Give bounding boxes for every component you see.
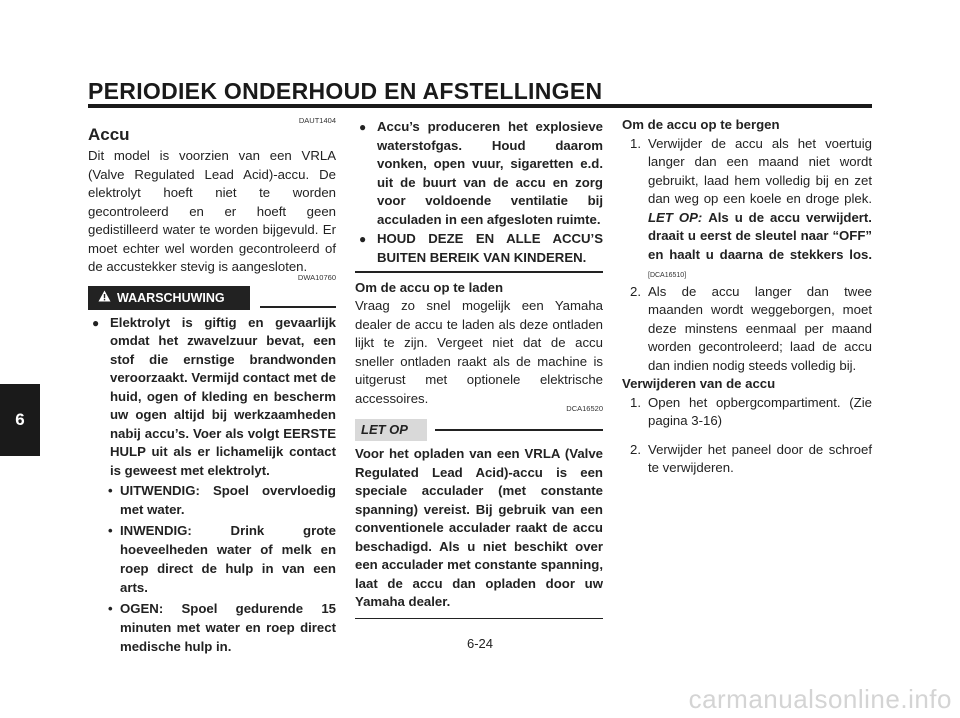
step-text: Open het opbergcompartiment. (Zie pagina 3-16) bbox=[648, 394, 872, 428]
section-title: Accu bbox=[88, 125, 130, 144]
warning-code: DWA10760 bbox=[297, 272, 336, 282]
notice-line bbox=[435, 429, 603, 431]
notice-code: DCA16520 bbox=[566, 404, 603, 413]
notice-label: LET OP bbox=[355, 419, 427, 441]
storage-heading: Om de accu op te bergen bbox=[622, 117, 780, 132]
storage-step-1 bbox=[622, 135, 872, 283]
chapter-number: 6 bbox=[15, 410, 25, 429]
step-number: 1. bbox=[630, 394, 641, 410]
step-text: Verwijder de accu als het voertuig langer dan een maand niet wordt gebruikt, laad hem volledig bij en zet dan weg op een koele en droge plek. bbox=[648, 135, 872, 206]
removal-heading: Verwijderen van de accu bbox=[622, 376, 776, 391]
header-rule bbox=[88, 104, 872, 108]
notice-end-rule bbox=[355, 618, 603, 620]
first-aid-eyes: • OGEN: Spoel gedurende 15 minuten met water en roep direct medische hulp in. bbox=[88, 599, 336, 656]
notice-banner bbox=[355, 419, 603, 441]
removal-step-2 bbox=[622, 441, 872, 478]
warning-bullet: ● Elektrolyt is giftig en gevaarlijk omdat het zwavelzuur bevat, een stof die ernstige brandwonden veroorzaakt. Vermijd contact met de huid, ogen of kleding en bescherm uw ogen altijd bij werkzaamheden nabij accu’s. Voer als volgt EERSTE HULP uit als er lichamelijk contact is geweest met elektrolyt. bbox=[88, 314, 336, 481]
chapter-tab bbox=[0, 384, 40, 456]
warning-banner bbox=[88, 286, 336, 310]
removal-step-1 bbox=[622, 394, 872, 431]
step-text: Verwijder het paneel door de schroef te verwijderen. bbox=[648, 441, 872, 475]
first-aid-external: • UITWENDIG: Spoel overvloedig met water. bbox=[88, 481, 336, 519]
step-text: Als de accu langer dan twee maanden wordt weggeborgen, moet deze minstens eenmaal per maand worden gecontroleerd; laad de accu dan indien nodig steeds volledig bij. bbox=[648, 283, 872, 373]
intro-paragraph: Dit model is voorzien van een VRLA (Valve Regulated Lead Acid)-accu. De elektrolyt hoeft niet te worden gecontroleerd en er hoeft geen gedistilleerd water te worden bijgevuld. Er moet echter wel worden gecontroleerd of de accustekker stevig is aangesloten. bbox=[88, 148, 336, 274]
storage-step-2 bbox=[622, 283, 872, 376]
column-1 bbox=[88, 116, 336, 658]
warning-box bbox=[88, 286, 250, 310]
column-3 bbox=[622, 116, 872, 478]
watermark: carmanualsonline.info bbox=[688, 684, 952, 714]
warning-bullet-children: ● HOUD DEZE EN ALLE ACCU’S BUITEN BEREIK VAN KINDEREN. bbox=[355, 230, 603, 267]
step-number: 2. bbox=[630, 283, 641, 299]
notice-inline-label: LET OP: bbox=[648, 209, 703, 225]
warning-end-rule bbox=[355, 271, 603, 273]
charging-heading: Om de accu op te laden bbox=[355, 279, 504, 295]
step-number: 1. bbox=[630, 135, 641, 151]
charging-paragraph: Vraag zo snel mogelijk een Yamaha dealer de accu te laden als deze ontladen lijkt te zijn. Vergeet niet dat de accu sneller ontladen raakt als de machine is uitgerust met optionele elektrische accessoires. bbox=[355, 298, 603, 406]
notice-text: Voor het opladen van een VRLA (Valve Regulated Lead Acid)-accu is een speciale acculader (met constante spanning) vereist. Bij gebruik van een conventionele acculader raakt de accu beschadigd. Als u niet beschikt over een acculader met constante spanning, laat de accu dan opladen door uw Yamaha dealer. bbox=[355, 446, 603, 609]
page-number: 6-24 bbox=[466, 636, 494, 651]
notice-inline-text: Als u de accu verwijdert. draait u eerst de sleutel naar “OFF” en haalt u daarna de stekkers los. bbox=[648, 209, 872, 262]
page-header: PERIODIEK ONDERHOUD EN AFSTELLINGEN bbox=[88, 78, 603, 104]
column-2 bbox=[355, 116, 603, 625]
warning-line bbox=[260, 306, 336, 308]
warning-label: WAARSCHUWING bbox=[117, 290, 225, 305]
notice-inline-code: [DCA16510] bbox=[648, 272, 687, 279]
warning-bullet-gas: ● Accu’s produceren het explosieve waterstofgas. Houd daarom vonken, open vuur, sigaretten e.d. uit de buurt van de accu en zorg voor voldoende ventilatie bij acculaden in een afgesloten ruimte. bbox=[355, 118, 603, 229]
section-code: DAUT1404 bbox=[298, 116, 336, 125]
warning-icon bbox=[98, 289, 111, 307]
step-number: 2. bbox=[630, 441, 641, 457]
first-aid-internal: • INWENDIG: Drink grote hoeveelheden water of melk en roep direct de hulp in van een arts. bbox=[88, 521, 336, 597]
